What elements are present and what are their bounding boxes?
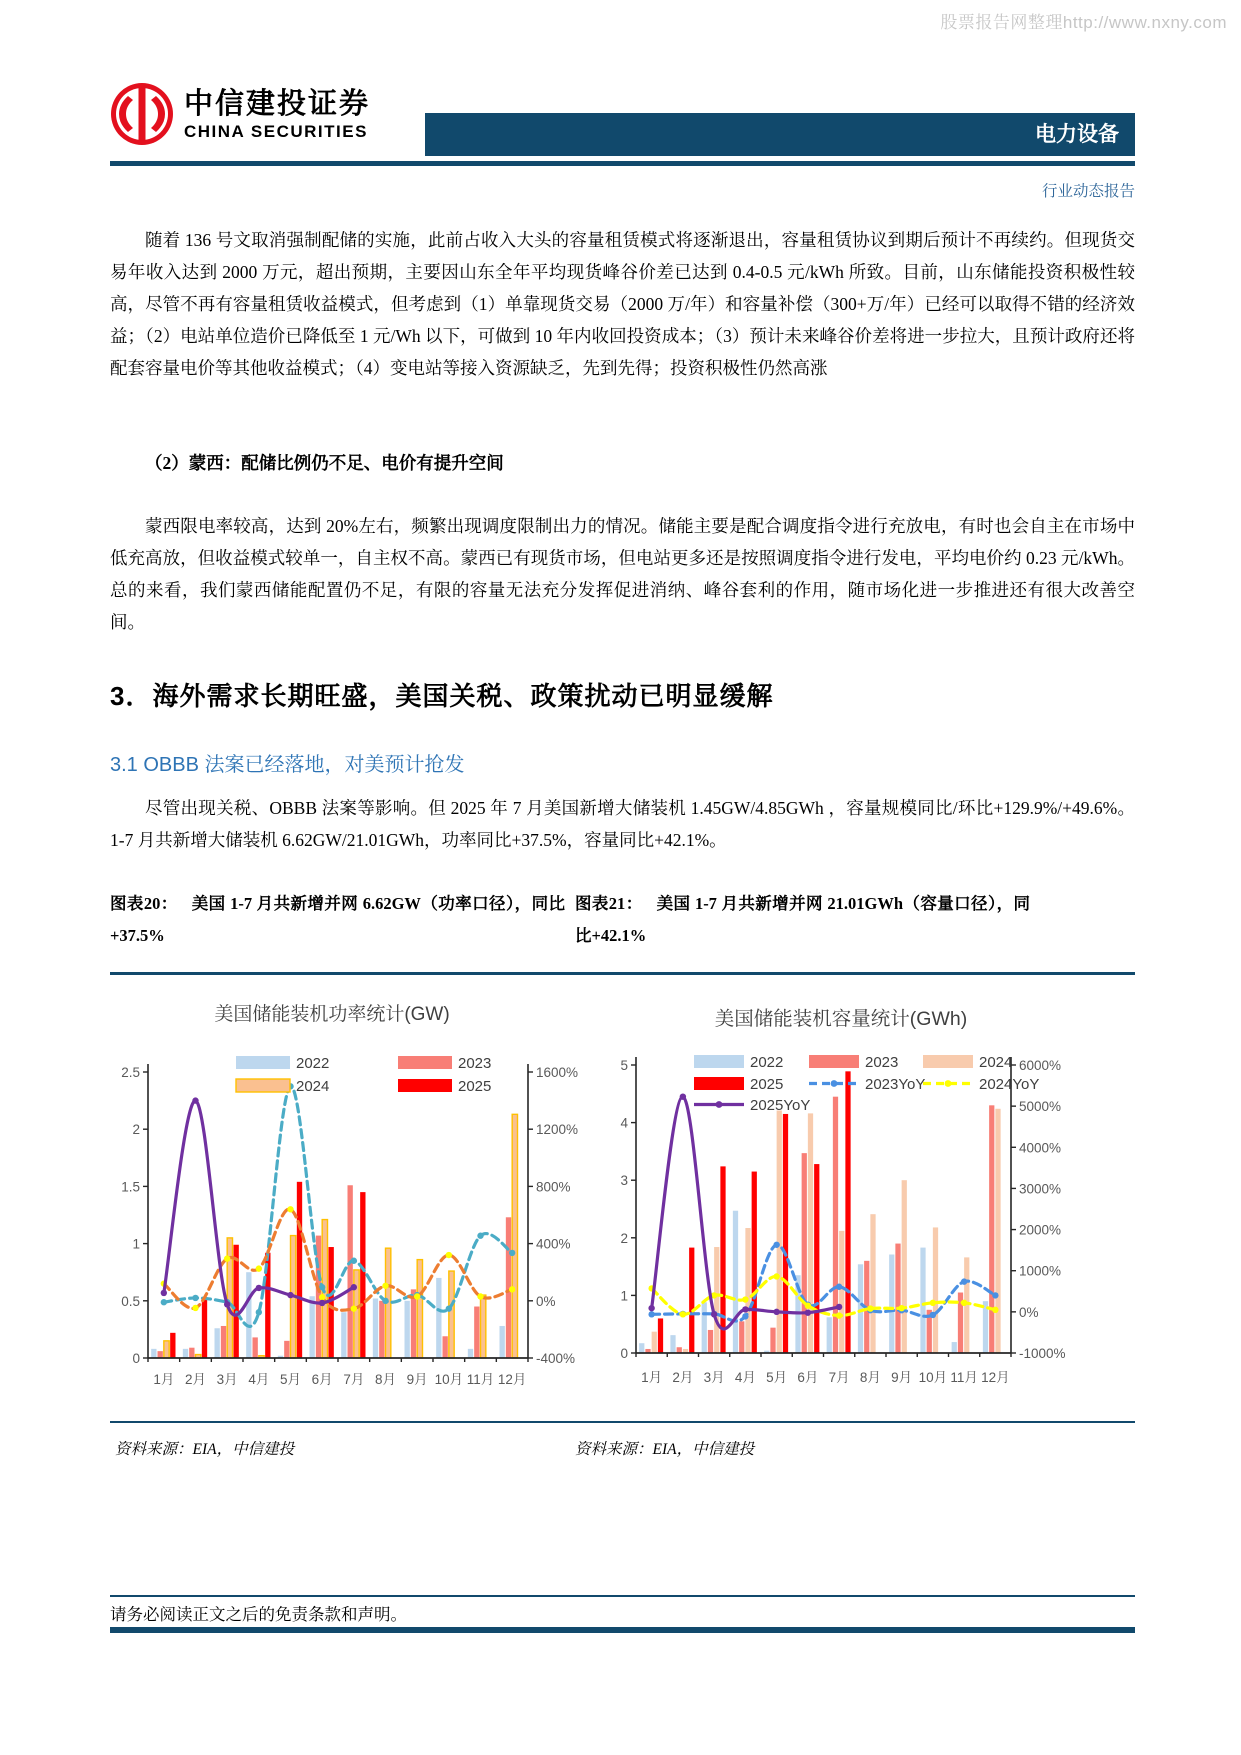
- svg-text:2023YoY: 2023YoY: [865, 1076, 926, 1093]
- watermark: 股票报告网整理http://www.nxny.com: [940, 13, 1227, 32]
- capacity-chart: [578, 980, 1133, 1435]
- svg-text:2.5: 2.5: [121, 1065, 140, 1080]
- svg-text:800%: 800%: [536, 1179, 571, 1195]
- svg-text:7月: 7月: [343, 1372, 365, 1387]
- svg-text:2月: 2月: [672, 1370, 694, 1385]
- svg-text:2024: 2024: [296, 1078, 330, 1095]
- sector-badge: 电力设备: [1035, 123, 1119, 146]
- svg-text:10月: 10月: [434, 1372, 464, 1387]
- logo-name-en: CHINA SECURITIES: [184, 122, 368, 141]
- svg-text:5000%: 5000%: [1019, 1099, 1062, 1115]
- svg-text:12月: 12月: [981, 1370, 1010, 1385]
- footer-thick-rule: [110, 1627, 1135, 1633]
- svg-text:2025: 2025: [750, 1076, 784, 1093]
- svg-text:2000%: 2000%: [1019, 1222, 1062, 1238]
- figure-bottom-rule: [110, 1421, 1135, 1423]
- heading-mengxi: （2）蒙西：配储比例仍不足、电价有提升空间: [145, 453, 504, 473]
- svg-text:12月: 12月: [497, 1372, 527, 1387]
- svg-text:6000%: 6000%: [1019, 1058, 1062, 1073]
- svg-text:2025YoY: 2025YoY: [750, 1097, 811, 1114]
- svg-text:6月: 6月: [311, 1372, 333, 1387]
- svg-text:0%: 0%: [536, 1293, 556, 1309]
- svg-text:0.5: 0.5: [121, 1293, 140, 1309]
- svg-text:2023: 2023: [458, 1055, 492, 1072]
- paragraph-mengxi: 蒙西限电率较高，达到 20%左右，频繁出现调度限制出力的情况。储能主要是配合调度指令进行充放电，有时也会自主在市场中低充高放，但收益模式较单一，自主权不高。蒙西已有现货市场，但电站更多还是按照调度指令进行发电，平均电价约 0.23 元/kWh。总的来看，我们蒙西储能配置仍不足，有限的容量无法充分发挥促进消纳、峰谷套利的作用，随市场化进一步推进还有很大改善空间。: [110, 516, 1135, 632]
- fig20-caption: [110, 888, 565, 952]
- svg-text:1200%: 1200%: [536, 1122, 579, 1138]
- svg-text:1: 1: [620, 1288, 628, 1304]
- charts-row: [110, 980, 1141, 1430]
- svg-text:3月: 3月: [216, 1372, 238, 1387]
- svg-text:4月: 4月: [248, 1372, 270, 1387]
- svg-text:400%: 400%: [536, 1236, 571, 1252]
- company-logo: [110, 82, 370, 146]
- svg-text:5: 5: [620, 1058, 628, 1073]
- svg-text:3: 3: [620, 1173, 628, 1189]
- power-chart: [110, 980, 585, 1435]
- source-right: 资料来源：EIA，中信建投: [575, 1441, 755, 1458]
- logo-text: [184, 86, 370, 142]
- svg-text:1: 1: [132, 1236, 140, 1252]
- power-chart-svg: [110, 980, 585, 1430]
- sector-bar: [425, 113, 1135, 156]
- svg-text:3月: 3月: [703, 1370, 725, 1385]
- svg-text:-400%: -400%: [536, 1351, 576, 1366]
- heading-section3: 3．海外需求长期旺盛，美国关税、政策扰动已明显缓解: [110, 681, 774, 711]
- header-rule: [110, 161, 1135, 166]
- svg-text:1000%: 1000%: [1019, 1263, 1062, 1279]
- svg-text:2: 2: [132, 1122, 140, 1138]
- paragraph-us-install: 尽管出现关税、OBBB 法案等影响。但 2025 年 7 月美国新增大储装机 1.45GW/4.85GWh ，容量规模同比/环比+129.9%/+49.6%。1-7 月共新增大储装机 6.62GW/21.01GWh，功率同比+37.5%，容量同比+42.1%。: [110, 798, 1135, 850]
- paragraph-shandong: 随着 136 号文取消强制配储的实施，此前占收入大头的容量租赁模式将逐渐退出，容量租赁协议到期后预计不再续约。但现货交易年收入达到 2000 万元，超出预期，主要因山东全年平均现货峰谷价差已达到 0.4-0.5 元/kWh 所致。目前，山东储能投资积极性较高，尽管不再有容量租赁收益模式，但考虑到（1）单靠现货交易（2000 万/年）和容量补偿（300+万/年）已经可以取得不错的经济效益；（2）电站单位造价已降低至 1 元/Wh 以下，可做到 10 年内收回投资成本；（3）预计未来峰谷价差将进一步拉大，且预计政府还将配套容量电价等其他收益模式；（4）变电站等接入资源缺乏，先到先得；投资积极性仍然高涨: [110, 230, 1135, 378]
- svg-text:8月: 8月: [374, 1372, 397, 1387]
- footer-thin-rule: [110, 1595, 1135, 1597]
- svg-text:2025: 2025: [458, 1078, 492, 1095]
- svg-text:1600%: 1600%: [536, 1065, 579, 1080]
- svg-text:5月: 5月: [279, 1372, 302, 1387]
- svg-text:0: 0: [132, 1351, 140, 1366]
- svg-text:2022: 2022: [750, 1054, 784, 1071]
- capacity-chart-svg: [578, 980, 1133, 1430]
- fig20-label: 图表20：: [110, 894, 178, 913]
- svg-text:2月: 2月: [184, 1372, 207, 1387]
- svg-text:10月: 10月: [918, 1370, 948, 1385]
- svg-text:11月: 11月: [466, 1372, 495, 1387]
- svg-text:1月: 1月: [641, 1370, 663, 1385]
- disclaimer: 请务必阅读正文之后的免责条款和声明。: [110, 1605, 407, 1624]
- svg-text:4月: 4月: [734, 1370, 756, 1385]
- fig20-title: 美国 1-7 月共新增并网 6.62GW（功率口径），同比+37.5%: [110, 894, 565, 945]
- svg-text:4: 4: [620, 1115, 628, 1131]
- svg-text:2: 2: [620, 1230, 628, 1246]
- svg-text:7月: 7月: [828, 1370, 850, 1385]
- svg-text:9月: 9月: [891, 1370, 913, 1385]
- svg-text:9月: 9月: [406, 1372, 428, 1387]
- svg-text:8月: 8月: [859, 1370, 881, 1385]
- fig21-title: 美国 1-7 月共新增并网 21.01GWh（容量口径），同比+42.1%: [575, 894, 1030, 945]
- svg-text:美国储能装机容量统计(GWh): 美国储能装机容量统计(GWh): [714, 1008, 968, 1030]
- figure-top-rule: [110, 972, 1135, 975]
- svg-text:11月: 11月: [950, 1370, 978, 1385]
- svg-text:2022: 2022: [296, 1055, 330, 1072]
- svg-text:1月: 1月: [153, 1372, 175, 1387]
- svg-text:2023: 2023: [865, 1054, 899, 1071]
- svg-text:4000%: 4000%: [1019, 1140, 1062, 1156]
- svg-text:-1000%: -1000%: [1019, 1346, 1066, 1361]
- fig21-caption: [575, 888, 1030, 952]
- svg-text:1.5: 1.5: [121, 1179, 140, 1195]
- report-type-label: 行业动态报告: [1041, 183, 1135, 200]
- source-left: 资料来源：EIA，中信建投: [115, 1441, 295, 1458]
- svg-text:5月: 5月: [766, 1370, 788, 1385]
- svg-text:美国储能装机功率统计(GW): 美国储能装机功率统计(GW): [214, 1004, 450, 1025]
- citic-logo-icon: [110, 82, 174, 146]
- svg-text:2024: 2024: [979, 1054, 1013, 1071]
- svg-text:6月: 6月: [797, 1370, 819, 1385]
- svg-text:2024YoY: 2024YoY: [979, 1076, 1040, 1093]
- svg-text:3000%: 3000%: [1019, 1181, 1062, 1197]
- svg-text:0: 0: [620, 1346, 628, 1361]
- logo-name-cn: 中信建投证券: [184, 88, 371, 120]
- heading-obbb: 3.1 OBBB 法案已经落地，对美预计抢发: [110, 754, 465, 776]
- fig21-label: 图表21：: [575, 894, 643, 913]
- figure-captions: [110, 888, 1135, 952]
- svg-text:0%: 0%: [1019, 1304, 1039, 1320]
